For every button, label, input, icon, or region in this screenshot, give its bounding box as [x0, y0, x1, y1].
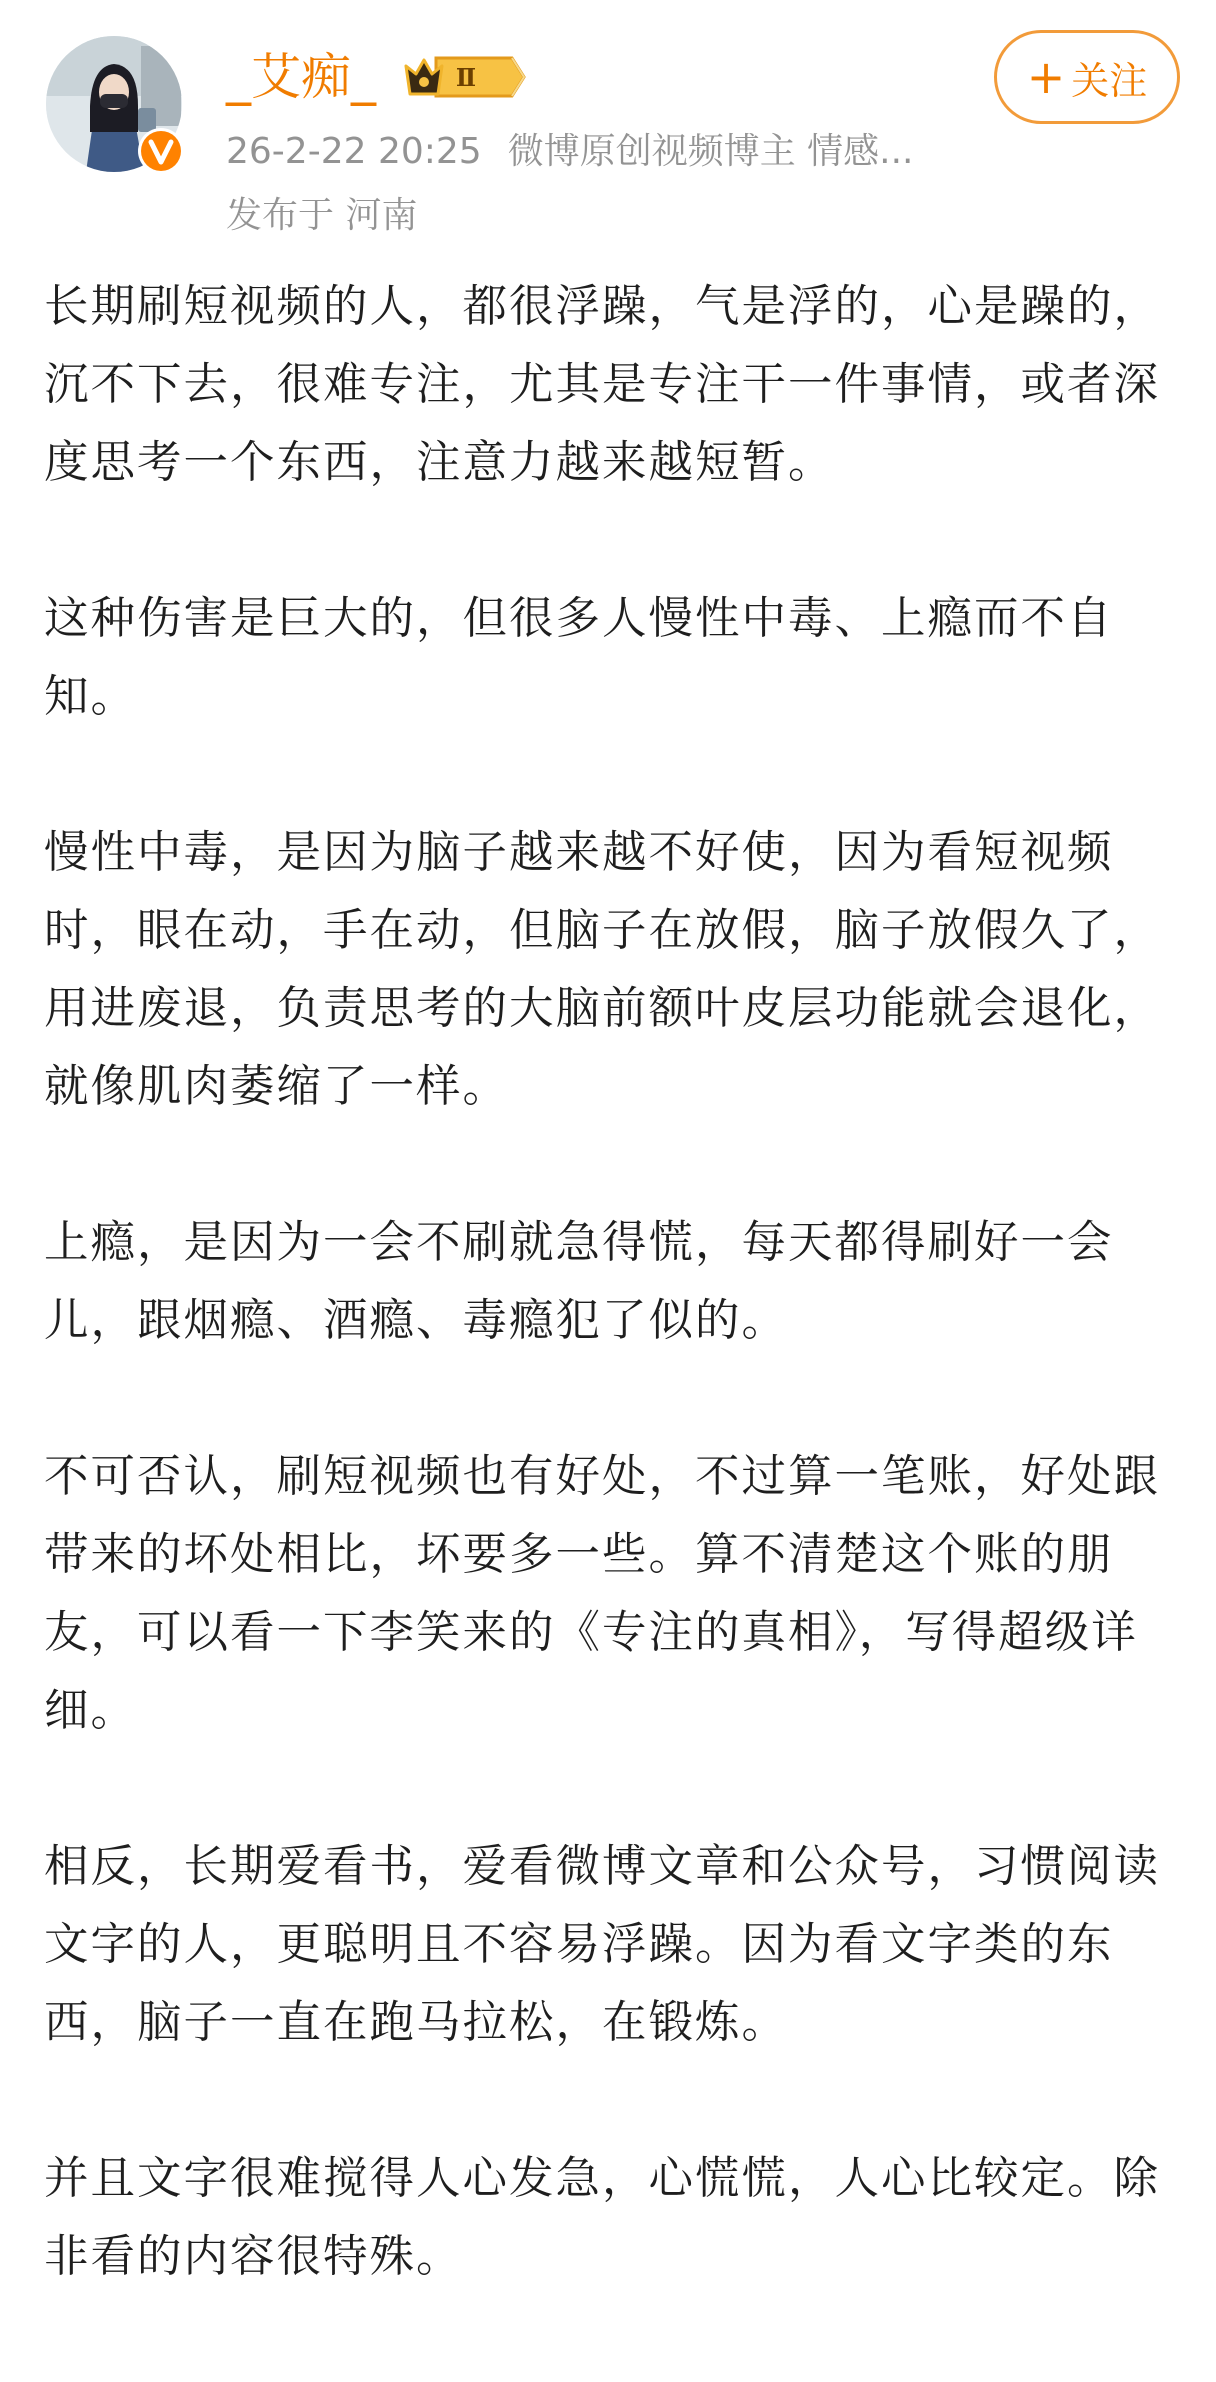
post-paragraph: 长期刷短视频的人，都很浮躁，气是浮的，心是躁的，沉不下去，很难专注，尤其是专注干一件事情，或者深度思考一个东西，注意力越来越短暂。 [44, 281, 1161, 488]
post-location: 发布于 河南 [226, 195, 418, 236]
follow-button[interactable] [994, 30, 1180, 124]
post-paragraph: 相反，长期爱看书，爱看微博文章和公众号，习惯阅读文字的人，更聪明且不容易浮躁。因为看文字类的东西，脑子一直在跑马拉松，在锻炼。 [44, 1841, 1161, 2048]
author-avatar[interactable] [46, 36, 182, 172]
author-description[interactable]: 微博原创视频博主 情感... [507, 131, 914, 172]
post-body [44, 268, 1174, 2296]
plus-icon: + [1026, 50, 1066, 104]
post-header [0, 0, 1216, 240]
post-paragraph: 并且文字很难搅得人心发急，心慌慌，人心比较定。除非看的内容很特殊。 [44, 2153, 1161, 2282]
follow-label: 关注 [1071, 58, 1148, 103]
svg-text:Ⅱ: Ⅱ [455, 63, 477, 92]
post-timestamp: 26-2-22 20:25 [226, 131, 482, 172]
verified-badge-icon [138, 128, 184, 174]
author-name[interactable]: _艾痴_ [226, 48, 376, 106]
post-paragraph: 慢性中毒，是因为脑子越来越不好使，因为看短视频时，眼在动，手在动，但脑子在放假，脑子放假久了，用进废退，负责思考的大脑前额叶皮层功能就会退化，就像肌肉萎缩了一样。 [44, 827, 1161, 1112]
post-paragraph: 上瘾，是因为一会不刷就急得慌，每天都得刷好一会儿，跟烟瘾、酒瘾、毒瘾犯了似的。 [44, 1217, 1114, 1346]
post-meta [226, 126, 913, 178]
vip-level-badge-icon [400, 50, 530, 104]
post-paragraph: 不可否认，刷短视频也有好处，不过算一笔账，好处跟带来的坏处相比，坏要多一些。算不清楚这个账的朋友，可以看一下李笑来的《专注的真相》，写得超级详细。 [44, 1451, 1161, 1736]
post-paragraph: 这种伤害是巨大的，但很多人慢性中毒、上瘾而不自知。 [44, 593, 1114, 722]
